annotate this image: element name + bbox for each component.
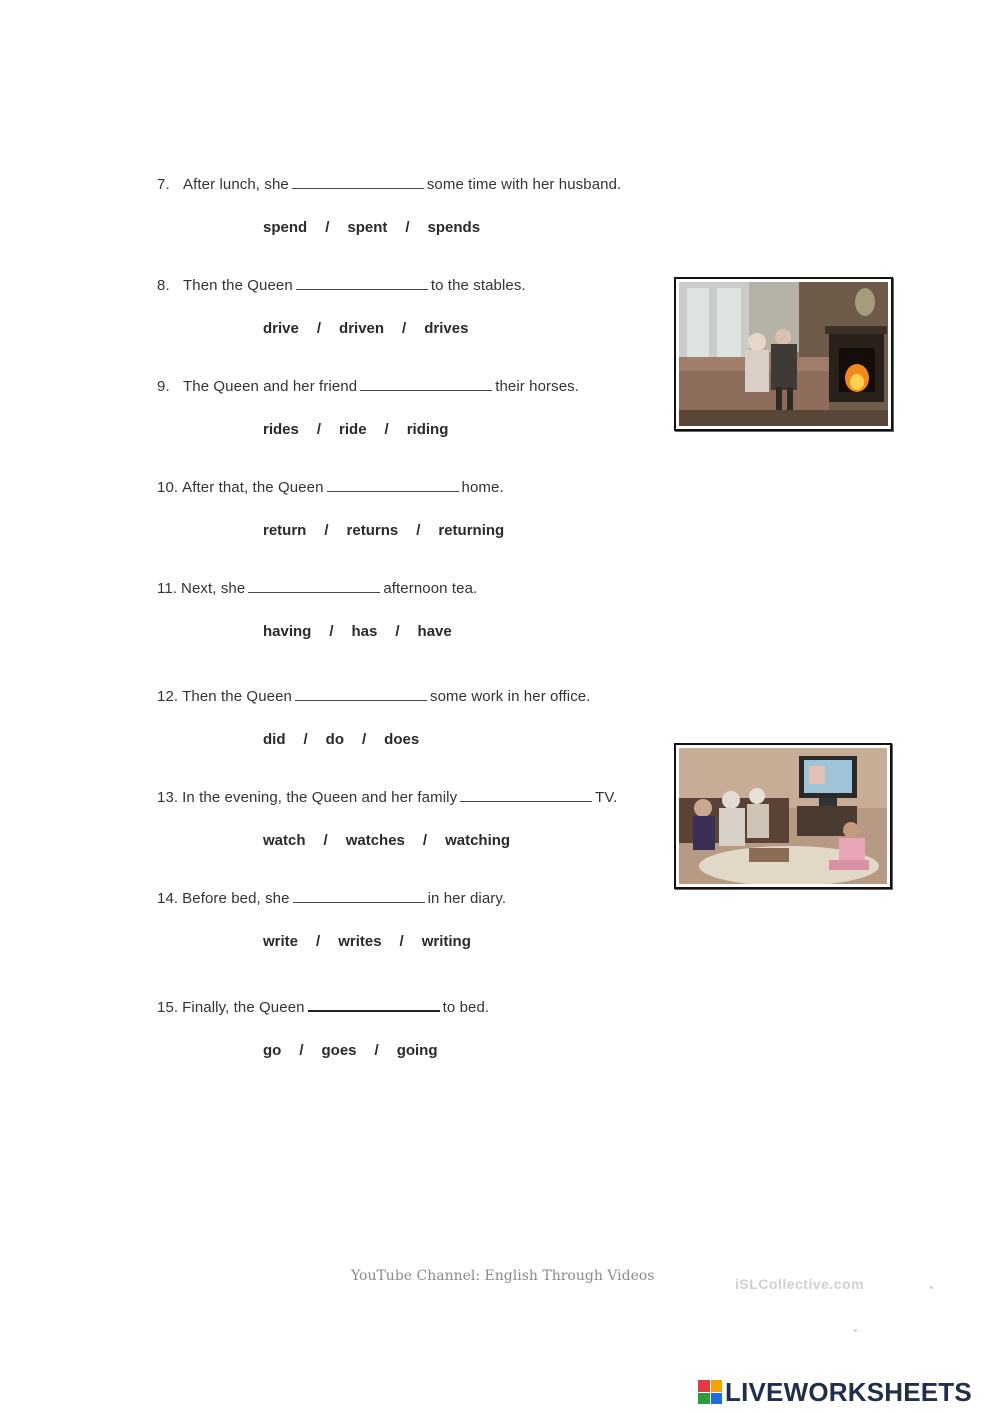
option[interactable]: spend [263,219,308,236]
option[interactable]: watch [263,832,306,849]
question-number: 15. [157,999,179,1016]
question-9 [157,378,677,395]
logo-square-blue [711,1393,723,1405]
separator: / [416,522,421,539]
question-text-after: some time with her husband. [426,176,622,193]
liveworksheets-wordmark: LIVEWORKSHEETS [725,1377,972,1407]
options-8 [263,320,468,337]
separator: / [323,832,328,849]
question-number: 13. [157,789,179,806]
separator: / [405,219,410,236]
separator: / [316,421,322,438]
question-number: 11. [157,580,178,597]
separator: / [329,623,334,640]
question-text-before: Next, she [181,580,246,597]
question-text-after: some work in her office. [429,688,591,705]
question-14 [157,890,677,907]
options-9 [263,421,448,438]
question-text-before: After lunch, she [183,176,289,193]
option[interactable]: spends [427,219,481,236]
option[interactable]: write [263,933,299,950]
separator: / [325,219,330,236]
question-8 [157,277,677,294]
answer-blank-14[interactable] [293,890,425,903]
question-text-before: Before bed, she [182,890,290,907]
decorative-dot [930,1286,933,1289]
option[interactable]: writes [338,933,382,950]
liveworksheets-brand[interactable] [698,1378,972,1406]
answer-blank-8[interactable] [296,277,428,290]
separator: / [395,623,400,640]
liveworksheets-logo-icon [698,1380,722,1404]
question-text-before: Then the Queen [183,277,293,294]
option[interactable]: ride [339,421,367,438]
question-text-after: in her diary. [427,890,507,907]
question-text-after: to bed. [442,999,490,1016]
option[interactable]: returning [438,522,505,539]
logo-square-orange [711,1380,723,1392]
option[interactable]: have [417,623,452,640]
photo-queen-by-fireplace-icon [679,282,888,426]
photo-queen-by-fireplace [674,277,893,431]
question-text-before: After that, the Queen [182,479,324,496]
options-13 [263,832,510,849]
options-15 [263,1042,438,1059]
options-10 [263,522,504,539]
option[interactable]: does [384,731,420,748]
question-text-before: Then the Queen [182,688,292,705]
option[interactable]: do [325,731,344,748]
question-number: 8. [157,277,170,294]
separator: / [384,421,389,438]
question-text-before: The Queen and her friend [183,378,358,395]
options-7 [263,219,480,236]
option[interactable]: drive [263,320,299,337]
separator: / [316,320,322,337]
option[interactable]: watches [345,832,405,849]
photo-family-watching-tv [674,743,892,889]
separator: / [362,731,367,748]
option[interactable]: spent [347,219,388,236]
question-7 [157,176,677,193]
option[interactable]: watching [445,832,511,849]
option[interactable]: rides [263,421,299,438]
option[interactable]: did [263,731,286,748]
question-number: 10. [157,479,179,496]
question-text-after: their horses. [495,378,580,395]
separator: / [299,1042,304,1059]
answer-blank-9[interactable] [360,378,492,391]
question-number: 7. [157,176,170,193]
logo-square-green [698,1393,710,1405]
separator: / [399,933,404,950]
options-11 [263,623,452,640]
decorative-dot [854,1329,857,1332]
answer-blank-15[interactable] [308,998,440,1012]
question-number: 14. [157,890,179,907]
question-text-before: Finally, the Queen [182,999,305,1016]
photo-family-watching-tv-icon [679,748,887,884]
question-number: 12. [157,688,179,705]
option[interactable]: returns [346,522,399,539]
option[interactable]: drives [424,320,469,337]
option[interactable]: go [263,1042,282,1059]
separator: / [374,1042,379,1059]
question-text-after: afternoon tea. [383,580,478,597]
question-15 [157,998,677,1016]
option[interactable]: writing [421,933,471,950]
question-number: 9. [157,378,170,395]
islcollective-watermark: iSLCollective.com [735,1276,865,1292]
option[interactable]: has [351,623,378,640]
question-12 [157,688,677,705]
question-text-after: TV. [595,789,618,806]
answer-blank-13[interactable] [460,789,592,802]
logo-square-red [698,1380,710,1392]
separator: / [422,832,428,849]
option[interactable]: having [263,623,312,640]
options-14 [263,933,471,950]
option[interactable]: going [396,1042,438,1059]
question-11 [157,580,677,597]
question-13 [157,789,677,806]
question-10 [157,479,677,496]
question-text-after: to the stables. [430,277,526,294]
separator: / [324,522,329,539]
option[interactable]: return [263,522,307,539]
option[interactable]: goes [321,1042,357,1059]
answer-blank-7[interactable] [292,176,424,189]
answer-blank-12[interactable] [295,688,427,701]
separator: / [316,933,321,950]
option[interactable]: driven [339,320,385,337]
options-12 [263,731,419,748]
question-text-before: In the evening, the Queen and her family [182,789,458,806]
separator: / [402,320,407,337]
answer-blank-10[interactable] [327,479,459,492]
footer-channel-text: YouTube Channel: English Through Videos [351,1268,655,1284]
option[interactable]: riding [406,421,449,438]
separator: / [303,731,308,748]
answer-blank-11[interactable] [248,580,380,593]
question-text-after: home. [461,479,504,496]
